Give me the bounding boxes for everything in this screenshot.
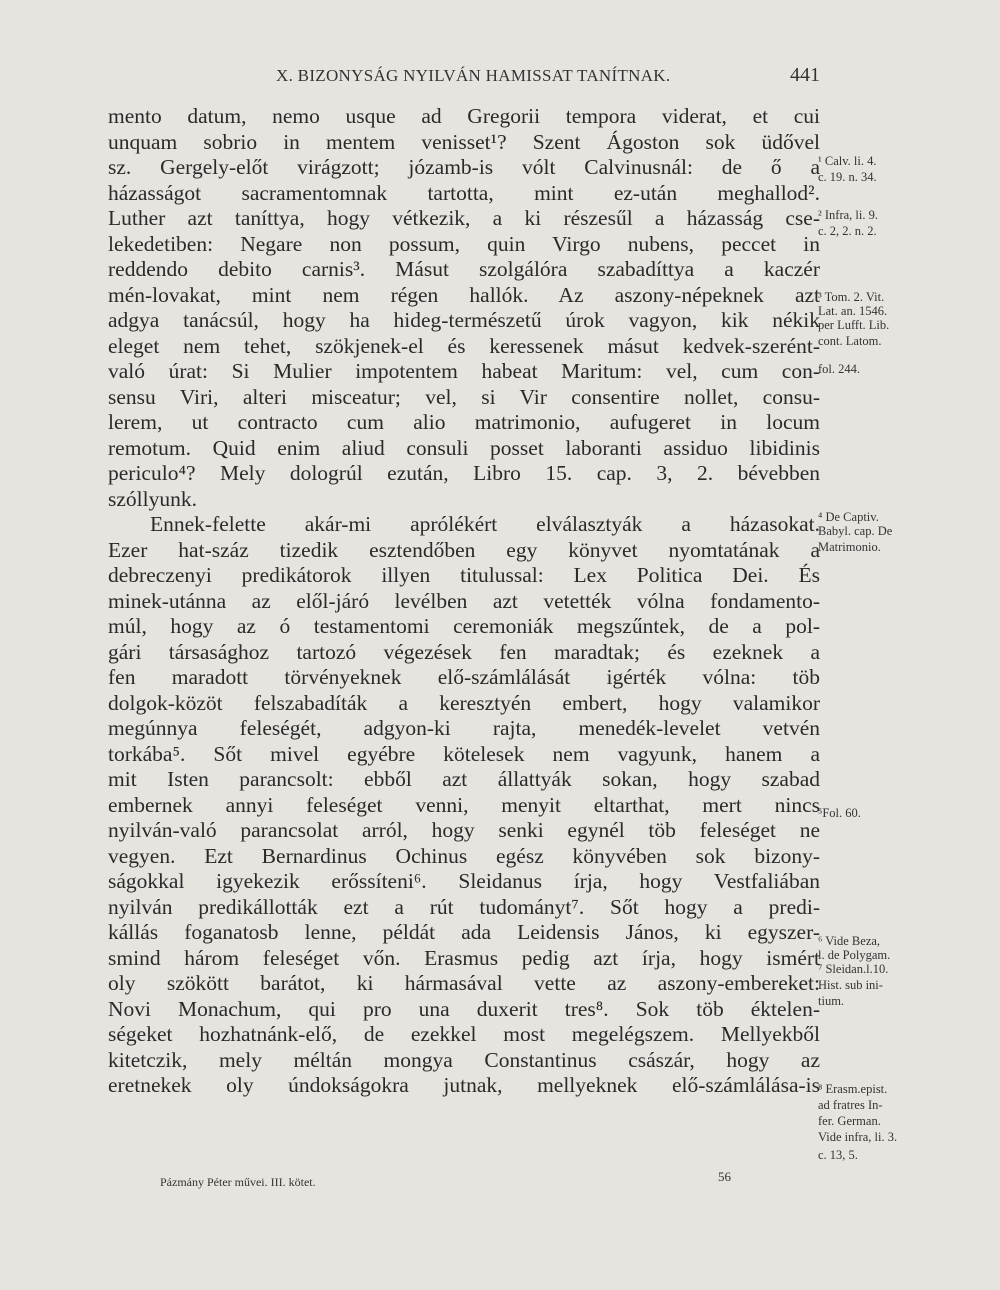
text-line: embernek annyi feleséget venni, menyit eltarthat, mert nincs — [108, 792, 820, 817]
margin-note: fol. 244. — [818, 362, 861, 376]
text-line: periculo⁴? Mely dologrúl ezután, Libro 15. cap. 3, 2. bévebben — [108, 461, 820, 485]
text-line: unquam sobrio in mentem venisset¹? Szent Ágoston sok üdővel — [108, 129, 820, 154]
text-line: torkába⁵. Sőt mivel egyébre kötelesek nem vagyunk, hanem a — [108, 741, 820, 766]
text-line: mén-lovakat, mint nem régen hallók. Az aszony-népeknek azt — [108, 282, 820, 307]
margin-note: c. 2, 2. n. 2. — [818, 224, 877, 238]
margin-note: per Lufft. Lib. — [818, 318, 890, 332]
text-line: házasságot sacramentomnak tartotta, mint ez-után meghallod². — [108, 180, 820, 205]
margin-note: c. 19. n. 34. — [818, 170, 877, 184]
margin-note: Babyl. cap. De — [818, 524, 893, 538]
text-line: ségeket hozhatnánk-elő, de ezekkel most megelégszem. Mellyekből — [108, 1022, 820, 1046]
running-head: X. BIZONYSÁG NYILVÁN HAMISSAT TANÍTNAK. — [276, 66, 671, 85]
text-line: oly szökött barátot, ki hármasával vette az aszony-embereket: — [108, 971, 820, 995]
text-line: szóllyunk. — [108, 486, 197, 511]
text-line: múl, hogy az ó testamentomi ceremoniák megszűntek, de a pol- — [108, 614, 820, 638]
footer-signature: 56 — [718, 1169, 731, 1184]
text-line: lerem, ut contracto cum alio matrimonio, aufugeret in locum — [108, 410, 820, 434]
text-line: remotum. Quid enim aliud consuli posset laboranti assiduo libidinis — [108, 435, 820, 460]
text-line: vegyen. Ezt Bernardinus Ochinus egész könyvében sok bizony- — [108, 843, 820, 868]
text-line: kállás foganatosb lenne, példát ada Leidensis János, ki egyszer- — [108, 920, 820, 944]
margin-note: fer. German. — [818, 1114, 881, 1128]
margin-note: tium. — [818, 994, 845, 1008]
margin-note: Lat. an. 1546. — [818, 304, 888, 318]
text-line: Novi Monachum, qui pro una duxerit tres⁸. Sok töb éktelen- — [108, 996, 820, 1021]
margin-note: ⁴ De Captiv. — [818, 510, 879, 524]
margin-note: ad fratres In- — [818, 1098, 883, 1112]
footer-volume-title: Pázmány Péter művei. III. kötet. — [160, 1175, 316, 1189]
text-line: való úrat: Si Mulier impotentem habeat Maritum: vel, cum con- — [108, 359, 820, 383]
text-line: nyilván-való parancsolat arról, hogy senki egynél töb feleséget ne — [108, 818, 820, 842]
margin-note: ⁷ Sleidan.l.10. — [818, 962, 889, 976]
text-line: sensu Viri, alteri misceatur; vel, si Vir consentire nollet, consu- — [108, 384, 820, 409]
margin-note: ⁸ Erasm.epist. — [818, 1082, 888, 1096]
margin-note: Hist. sub ini- — [818, 978, 883, 992]
margin-note: ⁶ Vide Beza, — [818, 934, 881, 948]
text-line: debreczenyi predikátorok illyen titulussal: Lex Politica Dei. És — [108, 563, 820, 587]
text-line: gári társasághoz tartozó végezések fen maradtak; és ezeknek a — [108, 639, 820, 664]
text-line: sz. Gergely-előt virágzott; józamb-is vólt Calvinusnál: de ő a — [108, 155, 820, 179]
text-line: minek-utánna az elől-járó levélben azt vetették vólna fondamento- — [108, 588, 820, 613]
page-number: 441 — [790, 64, 820, 86]
text-line: megúnnya feleségét, adgyon-ki rajta, menedék-levelet vetvén — [108, 716, 820, 740]
margin-note: ⁵Fol. 60. — [818, 806, 861, 820]
text-line: fen maradott törvényeknek elő-számlálását igérték vólna: töb — [108, 665, 820, 689]
margin-note: Matrimonio. — [818, 540, 881, 554]
text-line: smind három feleséget vőn. Erasmus pedig azt írja, hogy ismért — [108, 945, 820, 970]
text-line: nyilván predikállották ezt a rút tudományt⁷. Sőt hogy a predi- — [108, 894, 820, 919]
text-line: mento datum, nemo usque ad Gregorii tempora viderat, et cui — [108, 104, 820, 128]
text-line: reddendo debito carnis³. Másut szolgálóra szabadíttya a kaczér — [108, 257, 820, 281]
page-header — [108, 66, 820, 92]
text-line: dolgok-közöt felszabadíták a keresztyén embert, hogy valamikor — [108, 690, 820, 715]
margin-note: l. de Polygam. — [818, 948, 891, 962]
text-line: eleget nem tehet, szökjenek-el és keressenek másut kedvek-szerént- — [108, 333, 820, 358]
text-line: Ennek-felette akár-mi aprólékért elválasztyák a házasokat. — [150, 512, 820, 536]
text-line: ságokkal igyekezik erőssíteni⁶. Sleidanus írja, hogy Vestfaliában — [108, 869, 820, 893]
text-line: mit Isten parancsolt: ebből azt állattyák sokan, hogy szabad — [108, 767, 820, 791]
margin-note: ¹ Calv. li. 4. — [818, 154, 877, 168]
text-line: Luther azt taníttya, hogy vétkezik, a ki részesűl a házasság cse- — [108, 206, 820, 230]
text-line: adgya tanácsúl, hogy ha hideg-természetű úrok vagyon, kik nékik — [108, 308, 820, 332]
text-line: kitetczik, mely méltán mongya Constantinus császár, hogy az — [108, 1047, 820, 1072]
text-line: Ezer hat-száz tizedik esztendőben egy könyvet nyomtatának a — [108, 537, 820, 562]
text-line: eretnekek oly úndokságokra jutnak, mellyeknek elő-számlálása-is — [108, 1073, 820, 1097]
margin-note: ³ Tom. 2. Vit. — [818, 290, 885, 304]
text-line: lekedetiben: Negare non possum, quin Virgo nubens, peccet in — [108, 231, 820, 256]
margin-note: ² Infra, li. 9. — [818, 208, 878, 222]
margin-note: cont. Latom. — [818, 334, 882, 348]
margin-note: c. 13, 5. — [818, 1148, 858, 1162]
margin-note: Vide infra, li. 3. — [818, 1130, 898, 1144]
body-text — [108, 104, 820, 1099]
